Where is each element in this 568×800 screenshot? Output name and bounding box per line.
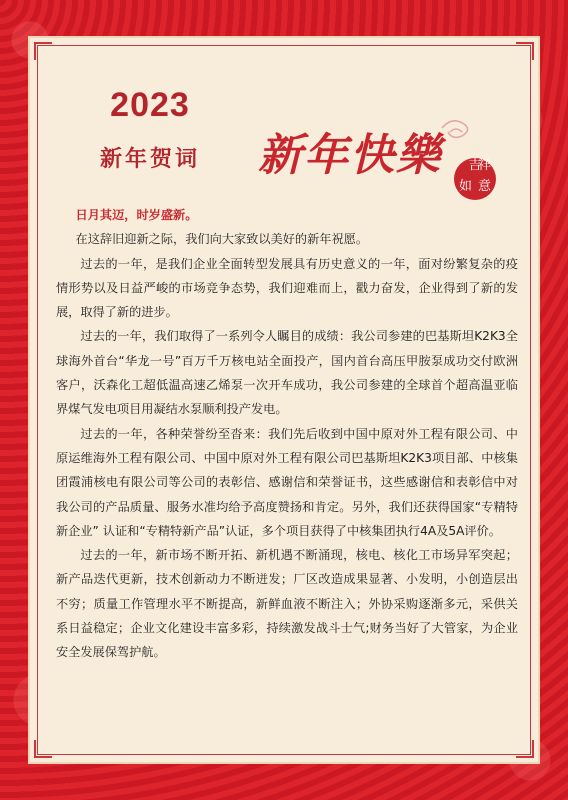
paragraph: 过去的一年，是我们企业全面转型发展具有历史意义的一年，面对纷繁复杂的疫情形势以及日益严峻的市场竞争态势，我们迎难而上，戳力奋发，企业得到了新的发展，取得了新的进步。 (56, 256, 518, 320)
opening-line: 日月其迈，时岁盛新。 (75, 208, 198, 222)
seal-char: 吉 (468, 158, 482, 173)
seal-char: 如 (459, 179, 473, 194)
paragraph: 过去的一年，各种荣誉纷至沓来：我们先后收到中国中原对外工程有限公司、中原运维海外工程有限公司、中国中原对外工程有限公司巴基斯坦K2K3项目部、中核集团霞浦核电有限公司等公司的表彰信、感谢信和荣誉证书，这些感谢信和表彰信中对我公司的产品质量、服务水准均给予高度赞扬和肯定。另外，我们还获得国家“专精特新企业” 认证和“专精特新产品”认证，多个项目获得了中核集团执行4A及5A评价。 (56, 426, 518, 538)
auspicious-seal (454, 158, 496, 200)
corner-ornament (34, 740, 52, 758)
paragraph: 在这辞旧迎新之际，我们向大家致以美好的新年祝愿。 (75, 232, 369, 247)
paragraph: 过去的一年，我们取得了一系列令人瞩目的成绩：我公司参建的巴基斯坦K2K3全球海外首台“华龙一号”百万千万核电站全面投产，国内首台高压甲胺泵成功交付欧洲客户，沃森化工超低温高速乙烯泵一次开车成功，我公司参建的全球首个超高温亚临界煤气发电项目用凝结水泵顺利投产发电。 (56, 329, 518, 417)
year-title: 2023 (110, 86, 190, 124)
corner-ornament (516, 740, 534, 758)
letter-body (56, 203, 518, 665)
seal-char: 意 (477, 179, 491, 194)
corner-ornament (516, 42, 534, 60)
calligraphy-logo (254, 108, 484, 188)
corner-ornament (34, 42, 52, 60)
page-title: 新年贺词 (99, 147, 200, 172)
paragraph: 过去的一年，新市场不断开拓、新机遇不断涌现，核电、核化工市场异军突起；新产品迭代更新，技术创新动力不断迸发；厂区改造成果显著、小发明，小创造层出不穷；质量工作管理水平不断提高，新鲜血液不断注入；外协采购逐渐多元，采供关系日益稳定；企业文化建设丰富多彩，持续激发战斗士气;财务当好了大管家，为企业安全发展保驾护航。 (56, 548, 518, 660)
seal-char: 祥 (477, 158, 491, 173)
calligraphy-text: 新年快樂 (258, 130, 442, 181)
